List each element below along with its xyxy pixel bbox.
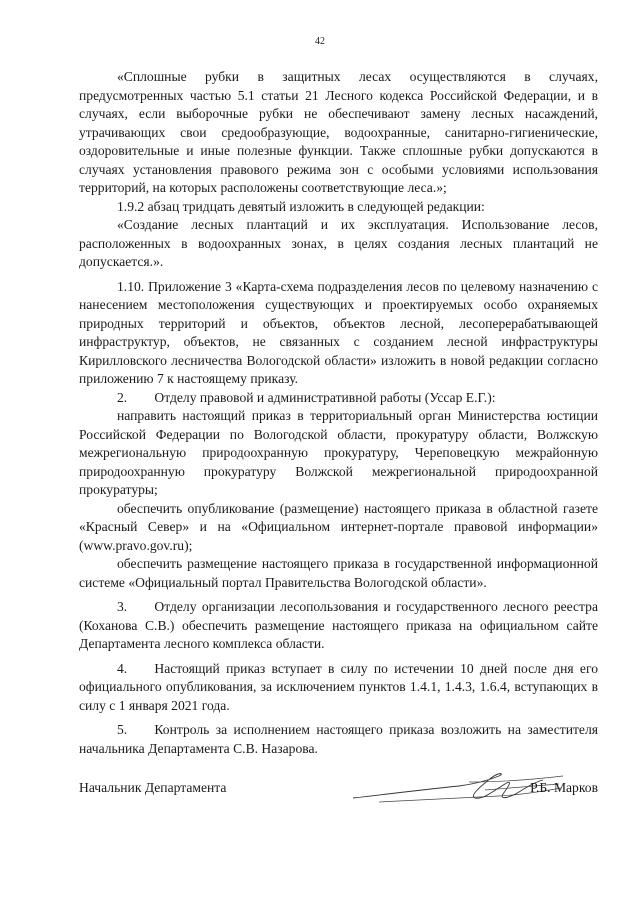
paragraph-item-1-10: 1.10. Приложение 3 «Карта-схема подразделения лесов по целевому назначению с нанесением местоположения существующих и проектируемых особо охраняемых природных территорий и объектов, объектов лесной, лесоперерабатывающей инфраструктур, объектов, не связанных с созданием лесной инфраструктуры Кирилловского лесничества Вологодской области» изложить в новой редакции согласно приложению 7 к настоящему приказу. (79, 278, 598, 386)
signatory-name: Р.Б. Марков (530, 780, 598, 795)
paragraph-post-portal: обеспечить размещение настоящего приказа в государственной информационной системе «Официальный портал Правительства Вологодской области». (79, 556, 598, 590)
paragraph-forest-plantations: «Создание лесных плантаций и их эксплуатация. Использование лесов, расположенных в водоохранных зонах, в целях создания лесных плантаций не допускается.». (79, 217, 598, 269)
signature-block (79, 770, 598, 810)
document-body (79, 68, 598, 758)
paragraph-item-3: 3. Отделу организации лесопользования и государственного лесного реестра (Коханова С.В.) обеспечить размещение настоящего приказа на официальном сайте Департамента лесного комплекса области. (79, 599, 598, 651)
paragraph-item-5: 5. Контроль за исполнением настоящего приказа возложить на заместителя начальника Департамента С.В. Назарова. (79, 722, 598, 756)
paragraph-clear-cut-rules: «Сплошные рубки в защитных лесах осуществляются в случаях, предусмотренных частью 5.1 статьи 21 Лесного кодекса Российской Федерации, и в случаях, если выборочные рубки не обеспечивают замену лесных насаждений, утрачивающих свои средообразующие, водоохранные, санитарно-гигиенические, оздоровительные и иные полезные функции. Также сплошные рубки допускаются в случаях установления правового режима зон с особыми условиями использования территорий, на которых расположены соответствующие леса.»; (79, 69, 598, 195)
paragraph-item-1-9-2: 1.9.2 абзац тридцать девятый изложить в следующей редакции: (117, 198, 485, 214)
paragraph-item-4: 4. Настоящий приказ вступает в силу по истечении 10 дней после дня его официального опубликования, за исключением пунктов 1.4.1, 1.4.3, 1.6.4, вступающих в силу с 1 января 2021 года. (79, 660, 598, 713)
page-number: 42 (315, 36, 325, 47)
signatory-title: Начальник Департамента (79, 780, 227, 795)
paragraph-publish-order: обеспечить опубликование (размещение) настоящего приказа в областной газете «Красный Север» и на «Официальном интернет-портале правовой информации» (www.pravo.gov.ru); (79, 500, 598, 553)
paragraph-send-order: направить настоящий приказ в территориальный орган Министерства юстиции Российской Федерации по Вологодской области, прокуратуру области, Волжскую межрегиональную природоохранную прокуратуру, Череповецкую межрайонную природоохранную прокуратуру Волжской межрегиональной природоохранной прокуратуры; (79, 408, 598, 497)
paragraph-item-2: 2. Отделу правовой и административной работы (Уссар Е.Г.): (117, 389, 496, 405)
